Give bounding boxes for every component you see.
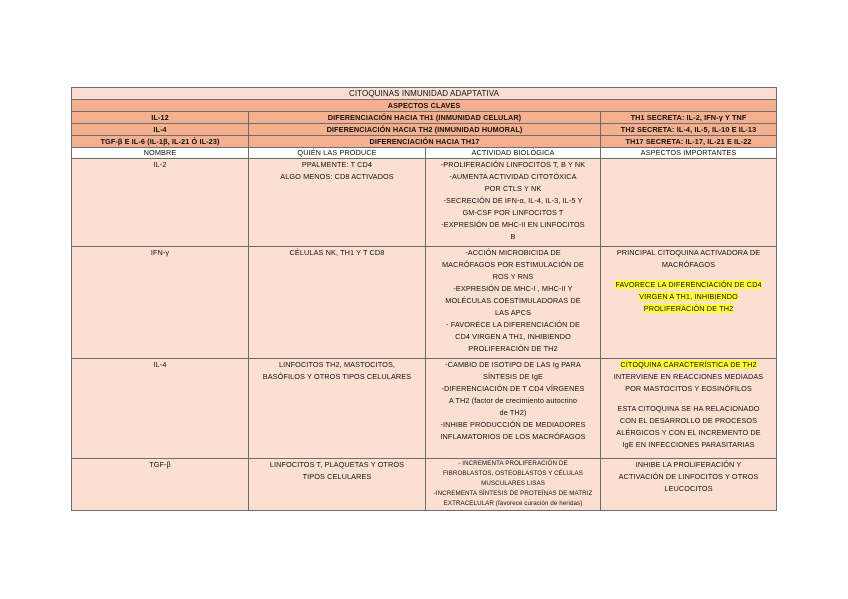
title-row (72, 88, 777, 100)
cytokine-name: TGF-β (72, 459, 249, 511)
activity-cell (426, 247, 601, 359)
important-line: MACRÓFAGOS (661, 260, 716, 269)
activity-line: de TH2) (499, 408, 527, 417)
important-cell (601, 359, 777, 459)
cytokine-sheet (71, 87, 776, 511)
key-aspect-cytokine: TGF-β E IL-6 (IL-1β, IL-21 Ó IL-23) (72, 136, 249, 148)
important-line: ALÉRGICOS Y CON EL INCREMENTO DE (616, 428, 761, 437)
cytokine-name: IL-4 (72, 359, 249, 459)
activity-line: EXTRACELULAR (favorece curación de heridas) (443, 500, 583, 507)
important-line: POR MASTOCITOS Y EOSINÓFILOS (625, 384, 752, 393)
activity-line: -EXPRESIÓN DE MHC-II EN LINFOCITOS (441, 220, 585, 229)
producers-line: TIPOS CELULARES (302, 472, 372, 481)
key-aspect-row (72, 124, 777, 136)
activity-line: POR CTLS Y NK (484, 184, 542, 193)
key-aspects-heading: ASPECTOS CLAVES (72, 100, 777, 112)
producers-cell (249, 359, 426, 459)
activity-line: A TH2 (factor de crecimiento autocrino (448, 396, 578, 405)
activity-line: SÍNTESIS DE IgE (483, 372, 543, 381)
producers-line: CÉLULAS NK, TH1 Y T CD8 (289, 248, 385, 257)
activity-line: MOLÉCULAS COESTIMULADORAS DE (445, 296, 581, 305)
key-aspect-secretion: TH2 SECRETA: IL-4, IL-5, IL-10 E IL-13 (601, 124, 777, 136)
activity-line: -INCREMENTA SÍNTESIS DE PROTEÍNAS DE MATRIZ (433, 490, 593, 497)
activity-line: INFLAMATORIOS DE LOS MACRÓFAGOS (440, 432, 586, 441)
activity-cell (426, 459, 601, 511)
key-aspects-heading-row (72, 100, 777, 112)
activity-cell (426, 359, 601, 459)
key-aspect-effect: DIFERENCIACIÓN HACIA TH17 (249, 136, 601, 148)
activity-line: LAS APCS (494, 308, 532, 317)
cytokine-name: IFN-γ (72, 247, 249, 359)
key-aspect-cytokine: IL-12 (72, 112, 249, 124)
cytokine-table (71, 87, 777, 511)
column-header-important: ASPECTOS IMPORTANTES (601, 148, 777, 159)
activity-line: B (510, 232, 516, 241)
activity-line: -DIFERENCIACIÓN DE T CD4 VÍRGENES (441, 384, 585, 393)
table-row (72, 459, 777, 511)
important-line: CON EL DESARROLLO DE PROCESOS (619, 416, 758, 425)
producers-line: LINFOCITOS T, PLAQUETAS Y OTROS (269, 460, 405, 469)
column-header-activity: ACTIVIDAD BIOLÓGICA (426, 148, 601, 159)
important-line: LEUCOCITOS (664, 484, 713, 493)
highlighted-text: VIRGEN A TH1, INHIBIENDO (639, 292, 738, 301)
key-aspect-row (72, 136, 777, 148)
table-row (72, 247, 777, 359)
activity-cell (426, 159, 601, 247)
key-aspect-secretion: TH1 SECRETA: IL-2, IFN-γ Y TNF (601, 112, 777, 124)
column-header-row (72, 148, 777, 159)
activity-line: -ACCIÓN MICROBICIDA DE (465, 248, 561, 257)
highlighted-text: CITOQUINA CARACTERÍSTICA DE TH2 (620, 360, 757, 369)
activity-line: PROLIFERACIÓN DE TH2 (468, 344, 558, 353)
activity-line: -EXPRESIÓN DE MHC-I , MHC-II Y (453, 284, 573, 293)
table-row (72, 159, 777, 247)
important-line: IgE EN INFECCIONES PARASITARIAS (622, 440, 755, 449)
producers-line: LINFOCITOS TH2, MASTOCITOS, (278, 360, 396, 369)
activity-line: -INHIBE PRODUCCIÓN DE MEDIADORES (440, 420, 586, 429)
important-line: ACTIVACIÓN DE LINFOCITOS Y OTROS (618, 472, 759, 481)
activity-line: -AUMENTA ACTIVIDAD CITOTÓXICA (449, 172, 577, 181)
important-line: ESTA CITOQUINA SE HA RELACIONADO (617, 404, 760, 413)
highlighted-text: PROLIFERACIÓN DE TH2 (643, 304, 734, 313)
key-aspect-row (72, 112, 777, 124)
important-cell (601, 247, 777, 359)
important-line: INTERVIENE EN REACCIONES MEDIADAS (613, 372, 764, 381)
key-aspect-cytokine: IL-4 (72, 124, 249, 136)
producers-cell (249, 459, 426, 511)
activity-line: GM-CSF POR LINFOCITOS T (462, 208, 564, 217)
key-aspect-effect: DIFERENCIACIÓN HACIA TH1 (INMUNIDAD CELULAR) (249, 112, 601, 124)
key-aspect-secretion: TH17 SECRETA: IL-17, IL-21 E IL-22 (601, 136, 777, 148)
activity-line: - FAVORECE LA DIFERENCIACIÓN DE (446, 320, 580, 329)
highlighted-text: FAVORECE LA DIFERENCIACIÓN DE CD4 (615, 280, 762, 289)
activity-line: MACRÓFAGOS POR ESTIMULACIÓN DE (441, 260, 585, 269)
important-line: PRINCIPAL CITOQUINA ACTIVADORA DE (616, 248, 761, 257)
cytokine-name: IL-2 (72, 159, 249, 247)
table-row (72, 359, 777, 459)
activity-line: - INCREMENTA PROLIFERACIÓN DE (458, 460, 568, 467)
activity-line: -CAMBIO DE ISOTIPO DE LAS Ig PARA (445, 360, 581, 369)
producers-cell (249, 247, 426, 359)
column-header-producers: QUIÉN LAS PRODUCE (249, 148, 426, 159)
activity-line: -PROLIFERACIÓN LINFOCITOS T, B Y NK (440, 160, 586, 169)
activity-line: MUSCULARES LISAS (481, 480, 545, 487)
producers-cell (249, 159, 426, 247)
producers-line: PPALMENTE: T CD4 (301, 160, 373, 169)
activity-line: FIBROBLASTOS, OSTEOBLASTOS Y CÉLULAS (442, 470, 583, 477)
table-title: CITOQUINAS INMUNIDAD ADAPTATIVA (72, 88, 777, 100)
important-cell (601, 159, 777, 247)
important-cell (601, 459, 777, 511)
activity-line: CD4 VIRGEN A TH1, INHIBIENDO (455, 332, 571, 341)
activity-line: -SECRECIÓN DE IFN-α, IL-4, IL-3, IL-5 Y (443, 196, 583, 205)
producers-line: BASÓFILOS Y OTROS TIPOS CELULARES (262, 372, 412, 381)
key-aspect-effect: DIFERENCIACIÓN HACIA TH2 (INMUNIDAD HUMORAL) (249, 124, 601, 136)
important-line: INHIBE LA PROLIFERACIÓN Y (635, 460, 742, 469)
producers-line: ALGO MENOS: CD8 ACTIVADOS (280, 172, 394, 181)
activity-line: ROS Y RNS (492, 272, 534, 281)
column-header-name: NOMBRE (72, 148, 249, 159)
